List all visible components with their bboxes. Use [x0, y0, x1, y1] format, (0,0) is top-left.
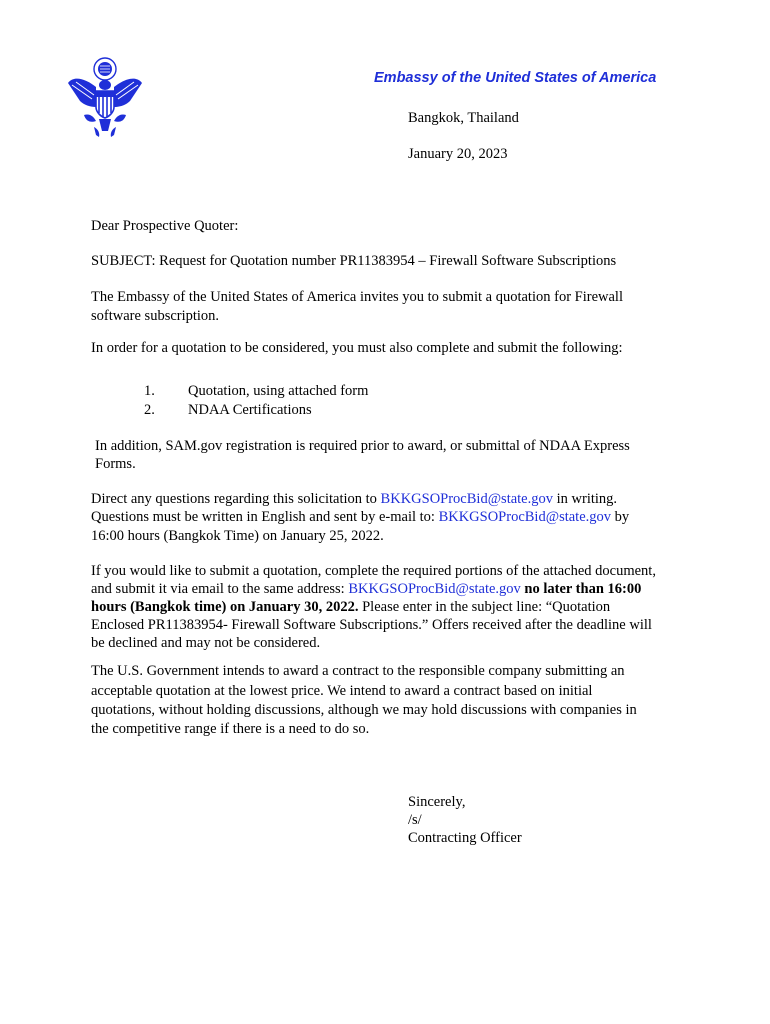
requirement-text: In order for a quotation to be considered, you must also complete and submit the following:: [91, 340, 623, 356]
submit-line-1: If you would like to submit a quotation, complete the required portions of the attached document,: [91, 563, 656, 579]
questions-line-2: Questions must be written in English and sent by e-mail to: BKKGSOProcBid@state.gov by: [91, 509, 630, 525]
intro-line-2: software subscription.: [91, 308, 220, 324]
email-link[interactable]: BKKGSOProcBid@state.gov: [380, 491, 553, 507]
intro-line-1: The Embassy of the United States of America invites you to submit a quotation for Firewall: [91, 289, 623, 305]
submit-line-5: be declined and may not be considered.: [91, 635, 321, 651]
signature: /s/: [408, 812, 422, 828]
submit-line-3: hours (Bangkok time) on January 30, 2022. Please enter in the subject line: “Quotation: [91, 599, 611, 615]
embassy-title: Embassy of the United States of America: [374, 70, 657, 86]
email-link[interactable]: BKKGSOProcBid@state.gov: [438, 509, 612, 525]
letter-date: January 20, 2023: [408, 146, 508, 162]
us-great-seal-icon: [66, 55, 144, 139]
submit-line-2: and submit it via email to the same address: BKKGSOProcBid@state.gov no later than 16:00: [91, 581, 642, 597]
salutation: Dear Prospective Quoter:: [91, 218, 239, 234]
subject-line: SUBJECT: Request for Quotation number PR11383954 – Firewall Software Subscriptions: [91, 253, 617, 269]
sam-line-1: In addition, SAM.gov registration is required prior to award, or submittal of NDAA Express: [95, 438, 630, 454]
list-item-number: 1.: [144, 383, 155, 399]
award-line-3: quotations, without holding discussions, although we may hold discussions with companies in: [91, 702, 637, 718]
questions-line-3: 16:00 hours (Bangkok Time) on January 25, 2022.: [91, 528, 384, 544]
closing-sincerely: Sincerely,: [408, 794, 466, 810]
questions-line-1: Direct any questions regarding this solicitation to BKKGSOProcBid@state.gov in writing.: [91, 491, 618, 507]
sam-line-2: Forms.: [95, 456, 136, 472]
location: Bangkok, Thailand: [408, 110, 519, 126]
award-line-2: acceptable quotation at the lowest price. We intend to award a contract based on initial: [91, 683, 593, 699]
award-line-1: The U.S. Government intends to award a contract to the responsible company submitting an: [91, 663, 625, 679]
list-item: Quotation, using attached form: [188, 383, 369, 399]
list-item: NDAA Certifications: [188, 402, 312, 418]
list-item-number: 2.: [144, 402, 155, 418]
submit-line-4: Enclosed PR11383954- Firewall Software Subscriptions.” Offers received after the deadline will: [91, 617, 652, 633]
signer-title: Contracting Officer: [408, 830, 522, 846]
award-line-4: the competitive range if there is a need to do so.: [91, 721, 370, 737]
email-link[interactable]: BKKGSOProcBid@state.gov: [348, 581, 521, 597]
